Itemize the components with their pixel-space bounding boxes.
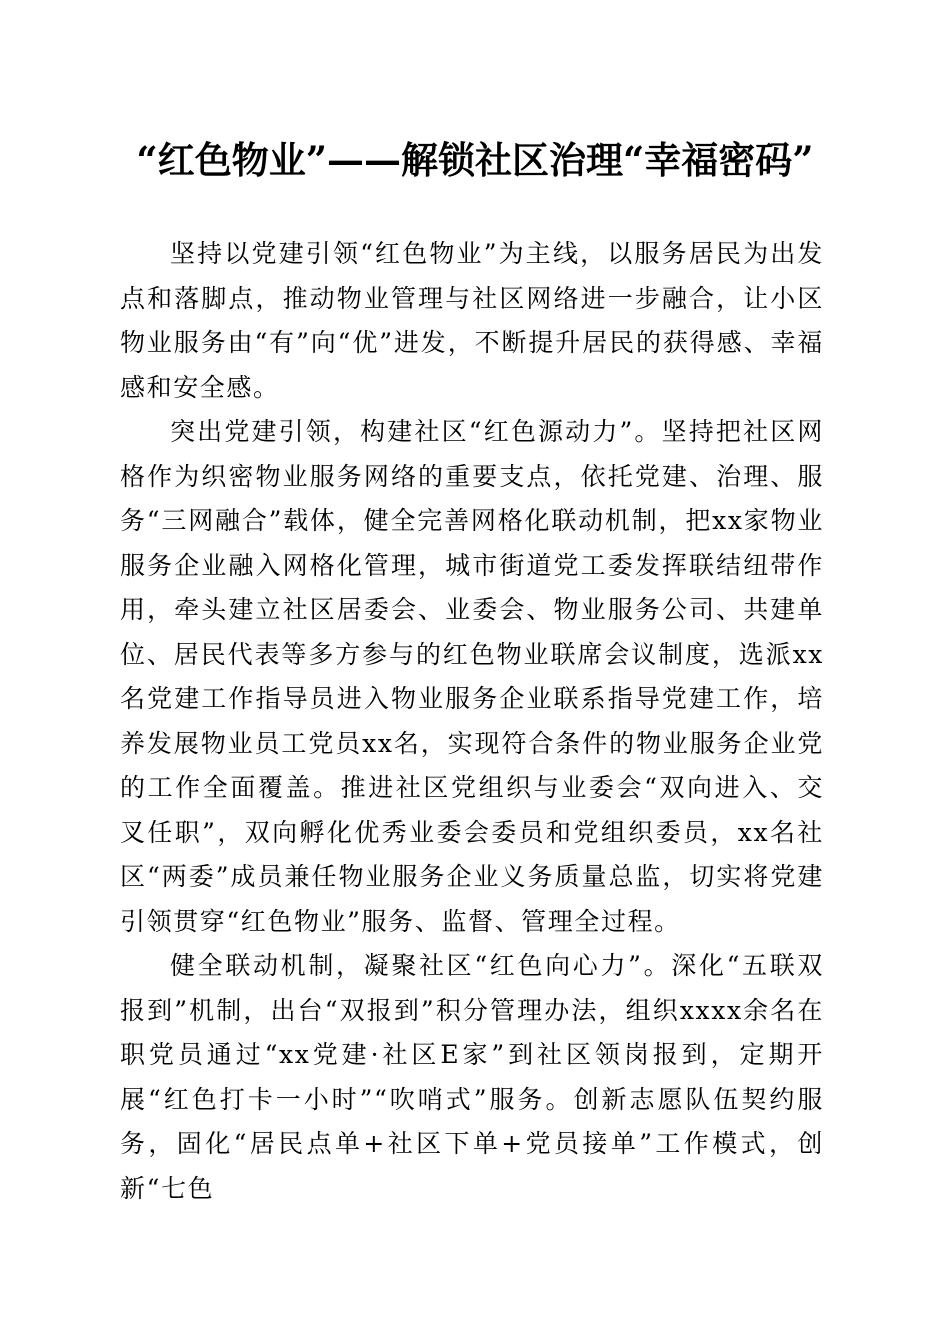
paragraph-intro: 坚持以党建引领“红色物业”为主线，以服务居民为出发点和落脚点，推动物业管理与社区网络进一步融合，让小区物业服务由“有”向“优”进发，不断提升居民的获得感、幸福感和安全感。 — [120, 239, 824, 402]
paragraph-linkage-mechanism: 健全联动机制，凝聚社区“红色向心力”。深化“五联双报到”机制，出台“双报到”积分管理办法，组织xxxx余名在职党员通过“xx党建·社区E家”到社区领岗报到，定期开展“红色打卡一小时”“吹哨式”服务。创新志愿队伍契约服务，固化“居民点单+社区下单+党员接单”工作模式，创新“七色 — [120, 951, 824, 1203]
document-title: “红色物业”——解锁社区治理“幸福密码” — [136, 138, 814, 182]
document-body — [120, 232, 824, 1211]
paragraph-party-building: 突出党建引领，构建社区“红色源动力”。坚持把社区网格作为织密物业服务网络的重要支点，依托党建、治理、服务“三网融合”载体，健全完善网格化联动机制，把xx家物业服务企业融入网格化管理，城市街道党工委发挥联结纽带作用，牵头建立社区居委会、业委会、物业服务公司、共建单位、居民代表等多方参与的红色物业联席会议制度，选派xx名党建工作指导员进入物业服务企业联系指导党建工作，培养发展物业员工党员xx名，实现符合条件的物业服务企业党的工作全面覆盖。推进社区党组织与业委会“双向进入、交叉任职”，双向孵化优秀业委会委员和党组织委员，xx名社区“两委”成员兼任物业服务企业义务质量总监，切实将党建引领贯穿“红色物业”服务、监督、管理全过程。 — [120, 417, 824, 936]
